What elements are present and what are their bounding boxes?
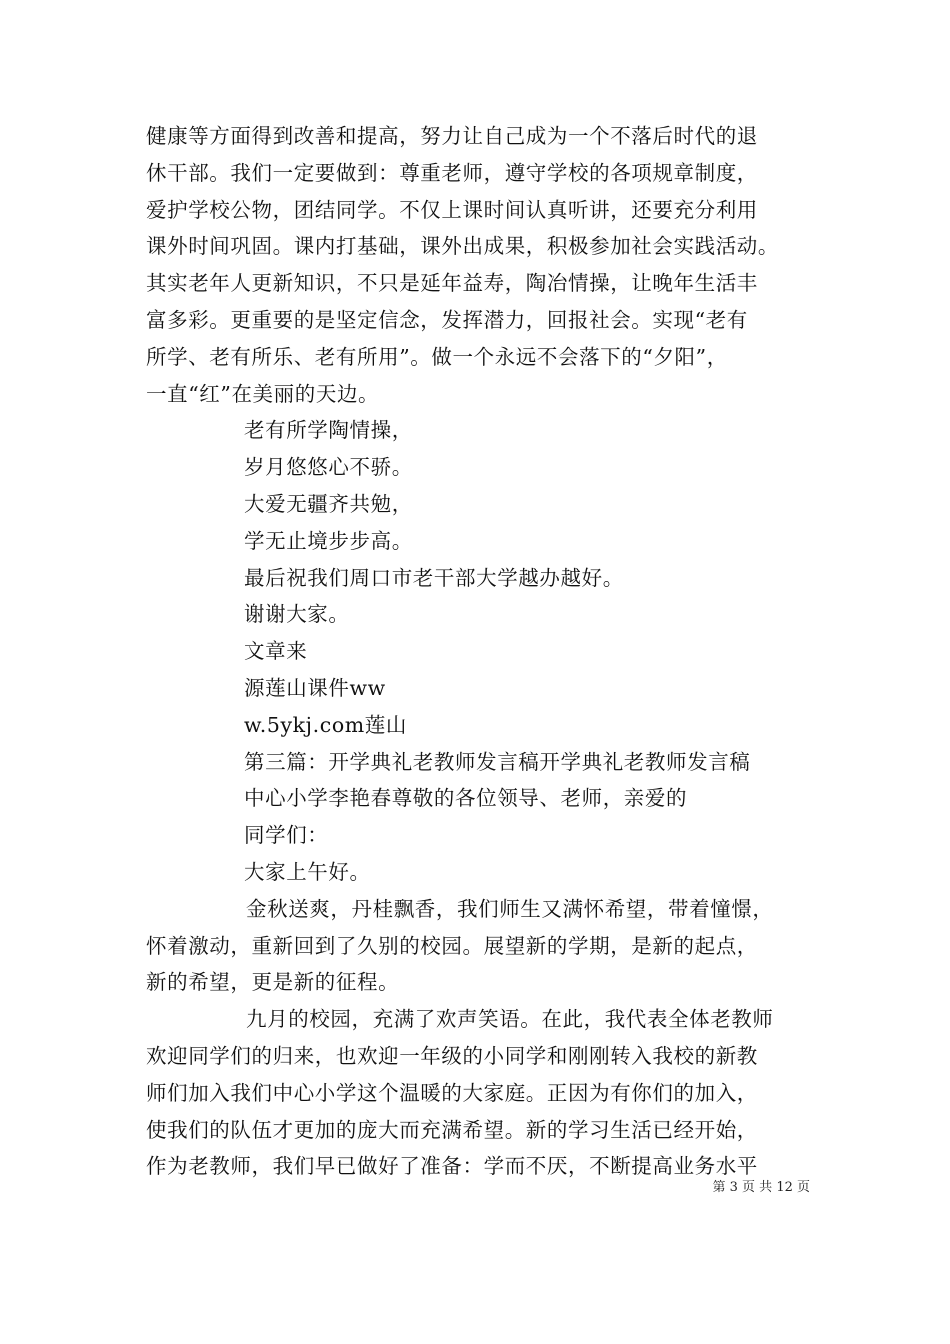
- poem-line: 大爱无疆齐共勉，: [244, 491, 413, 516]
- closing-line: 谢谢大家。: [244, 602, 350, 627]
- page-footer: 第 3 页 共 12 页: [712, 1180, 810, 1195]
- text-line: 使我们的队伍才更加的庞大而充满希望。新的学习生活已经开始，: [146, 1117, 758, 1142]
- source-line: 源莲山课件ww: [244, 675, 386, 700]
- text-line: 一直“红”在美丽的天边。: [146, 381, 380, 406]
- greeting-line: 大家上午好。: [244, 859, 371, 884]
- text-line: 健康等方面得到改善和提高，努力让自己成为一个不落后时代的退: [146, 124, 758, 148]
- text-line: 课外时间巩固。课内打基础，课外出成果，积极参加社会实践活动。: [146, 234, 779, 259]
- text-line: 新的希望，更是新的征程。: [146, 970, 400, 995]
- text-line: 怀着激动，重新回到了久别的校园。展望新的学期，是新的起点，: [146, 933, 758, 958]
- document-body: [146, 118, 811, 1185]
- text-line: 欢迎同学们的归来，也欢迎一年级的小同学和刚刚转入我校的新教: [146, 1043, 758, 1068]
- text-line: 富多彩。更重要的是坚定信念，发挥潜力，回报社会。实现“老有: [146, 307, 748, 332]
- poem-line: 岁月悠悠心不骄。: [244, 455, 413, 480]
- source-line: w.5ykj.com莲山: [244, 712, 408, 737]
- closing-line: 最后祝我们周口市老干部大学越办越好。: [244, 565, 624, 590]
- salutation-line: 同学们：: [244, 823, 329, 848]
- author-line: 中心小学李艳春尊敬的各位领导、老师，亲爱的: [244, 786, 688, 811]
- section-title: 第三篇：开学典礼老教师发言稿开学典礼老教师发言稿: [244, 749, 751, 774]
- text-line: 其实老年人更新知识，不只是延年益寿，陶冶情操，让晚年生活丰: [146, 271, 758, 296]
- text-line: 所学、老有所乐、老有所用”。做一个永远不会落下的“夕阳”，: [146, 344, 728, 369]
- text-line: 金秋送爽，丹桂飘香，我们师生又满怀希望，带着憧憬，: [246, 896, 774, 921]
- text-line: 九月的校园，充满了欢声笑语。在此，我代表全体老教师: [246, 1007, 774, 1032]
- poem-line: 学无止境步步高。: [244, 528, 413, 553]
- source-line: 文章来: [244, 639, 308, 664]
- text-line: 爱护学校公物，团结同学。不仅上课时间认真听讲，还要充分利用: [146, 197, 758, 222]
- poem-line: 老有所学陶情操，: [244, 418, 413, 443]
- text-line: 师们加入我们中心小学这个温暖的大家庭。正因为有你们的加入，: [146, 1080, 758, 1105]
- text-line: 休干部。我们一定要做到：尊重老师，遵守学校的各项规章制度，: [146, 160, 758, 185]
- text-line: 作为老教师，我们早已做好了准备：学而不厌，不断提高业务水平: [146, 1154, 758, 1179]
